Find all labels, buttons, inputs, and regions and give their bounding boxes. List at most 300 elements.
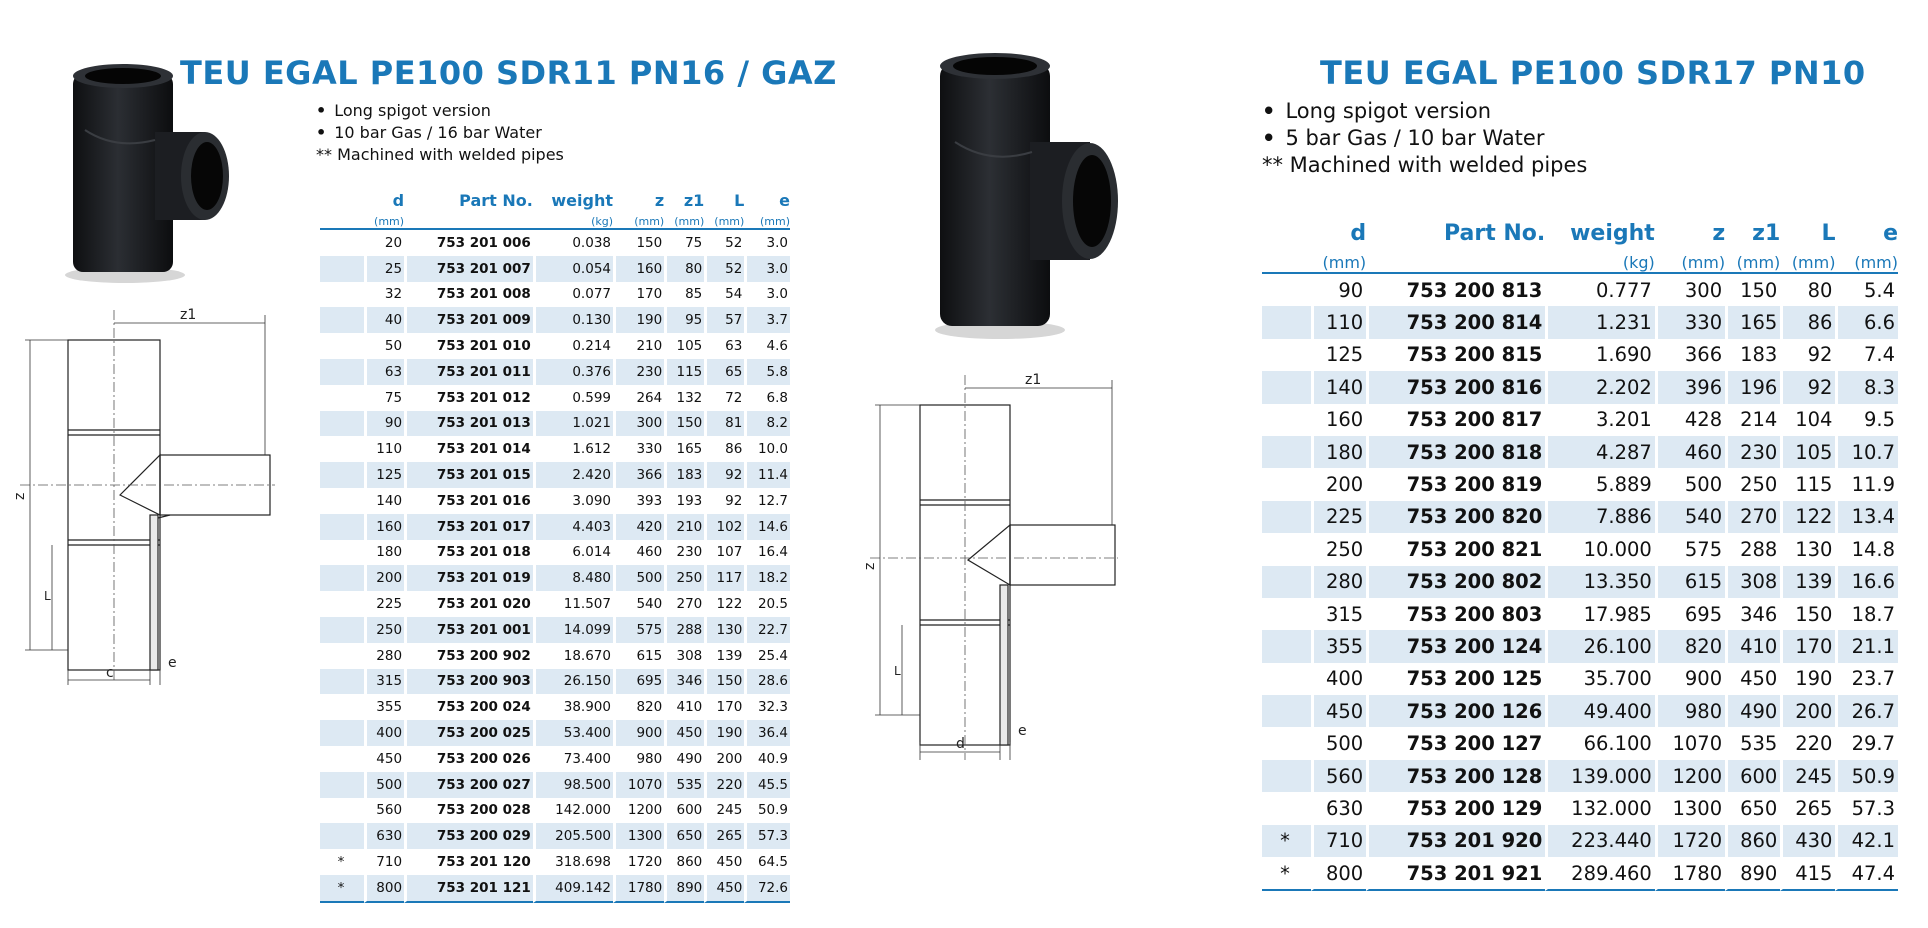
- cell-weight: 35.700: [1545, 663, 1655, 695]
- cell-star: [320, 359, 364, 385]
- table-header-row: [1262, 214, 1898, 246]
- table-row: [320, 282, 790, 308]
- cell-star: [1262, 274, 1311, 306]
- cell-d: 200: [1311, 468, 1366, 500]
- cell-z1: 183: [1725, 339, 1780, 371]
- cell-z: 820: [1655, 630, 1725, 662]
- cell-weight: 73.400: [533, 746, 613, 772]
- cell-part-no: 753 201 013: [404, 411, 533, 437]
- cell-z1: 250: [1725, 468, 1780, 500]
- column-header-z: z: [1712, 221, 1726, 246]
- column-header-e: e: [1883, 221, 1898, 246]
- cell-part-no: 753 201 007: [404, 256, 533, 282]
- dim-label-e: e: [168, 655, 177, 671]
- cell-L: 139: [704, 643, 744, 669]
- table-row: [320, 823, 790, 849]
- cell-d: 250: [1311, 533, 1366, 565]
- table-row: [320, 307, 790, 333]
- column-header-star: [320, 188, 364, 210]
- cell-part-no: 753 200 026: [404, 746, 533, 772]
- cell-weight: 0.214: [533, 333, 613, 359]
- cell-e: 6.6: [1835, 306, 1898, 338]
- cell-d: 140: [364, 488, 404, 514]
- cell-part-no: 753 201 920: [1366, 825, 1545, 857]
- cell-z: 500: [613, 565, 664, 591]
- column-unit-weight: (kg): [1545, 246, 1655, 274]
- tee-fitting-photo-left: [55, 60, 240, 285]
- cell-weight: 132.000: [1545, 792, 1655, 824]
- cell-d: 90: [1311, 274, 1366, 306]
- cell-z: 330: [1655, 306, 1725, 338]
- cell-e: 10.7: [1835, 436, 1898, 468]
- cell-star: [320, 488, 364, 514]
- cell-z1: 308: [664, 643, 704, 669]
- dim-label-d: d: [956, 736, 965, 752]
- cell-star: [320, 514, 364, 540]
- note-item: • Long spigot version: [1262, 98, 1587, 125]
- table-row: [320, 875, 790, 903]
- cell-e: 3.0: [744, 282, 790, 308]
- cell-e: 29.7: [1835, 727, 1898, 759]
- cell-z: 1780: [1655, 857, 1725, 891]
- cell-weight: 17.985: [1545, 598, 1655, 630]
- dim-label-e: e: [1018, 723, 1027, 739]
- column-unit-star: [320, 210, 364, 230]
- cell-star: [1262, 630, 1311, 662]
- cell-weight: 142.000: [533, 798, 613, 824]
- table-row: [1262, 857, 1898, 891]
- cell-z: 300: [613, 411, 664, 437]
- cell-e: 72.6: [744, 875, 790, 903]
- dim-label-L: L: [44, 589, 51, 603]
- cell-e: 47.4: [1835, 857, 1898, 891]
- cell-L: 415: [1780, 857, 1835, 891]
- cell-L: 265: [1780, 792, 1835, 824]
- cell-weight: 8.480: [533, 565, 613, 591]
- table-units-row: [1262, 246, 1898, 274]
- cell-part-no: 753 200 803: [1366, 598, 1545, 630]
- cell-d: 800: [1311, 857, 1366, 891]
- cell-L: 200: [1780, 695, 1835, 727]
- cell-part-no: 753 201 017: [404, 514, 533, 540]
- cell-L: 92: [704, 488, 744, 514]
- table-row: [1262, 598, 1898, 630]
- cell-z: 1070: [613, 772, 664, 798]
- cell-weight: 223.440: [1545, 825, 1655, 857]
- cell-z: 1070: [1655, 727, 1725, 759]
- cell-e: 8.2: [744, 411, 790, 437]
- cell-weight: 1.612: [533, 436, 613, 462]
- cell-z1: 535: [664, 772, 704, 798]
- table-row: [320, 565, 790, 591]
- cell-z1: 150: [664, 411, 704, 437]
- cell-part-no: 753 200 124: [1366, 630, 1545, 662]
- cell-d: 355: [364, 694, 404, 720]
- cell-d: 25: [364, 256, 404, 282]
- column-unit-z: (mm): [613, 210, 664, 230]
- cell-L: 81: [704, 411, 744, 437]
- cell-star: [320, 643, 364, 669]
- cell-z1: 230: [1725, 436, 1780, 468]
- cell-e: 21.1: [1835, 630, 1898, 662]
- table-row: [320, 333, 790, 359]
- cell-weight: 18.670: [533, 643, 613, 669]
- column-unit-d: (mm): [364, 210, 404, 230]
- cell-z: 820: [613, 694, 664, 720]
- cell-star: [320, 617, 364, 643]
- cell-part-no: 753 200 024: [404, 694, 533, 720]
- column-header-weight: weight: [551, 191, 613, 210]
- column-unit-d: (mm): [1311, 246, 1366, 274]
- table-row: [320, 694, 790, 720]
- cell-part-no: 753 201 120: [404, 849, 533, 875]
- cell-e: 36.4: [744, 720, 790, 746]
- cell-L: 450: [704, 849, 744, 875]
- cell-L: 117: [704, 565, 744, 591]
- cell-star: [1262, 695, 1311, 727]
- note-item: • Long spigot version: [316, 100, 564, 122]
- cell-part-no: 753 200 028: [404, 798, 533, 824]
- column-unit-z1: (mm): [1725, 246, 1780, 274]
- cell-z: 1300: [1655, 792, 1725, 824]
- cell-L: 139: [1780, 566, 1835, 598]
- cell-d: 63: [364, 359, 404, 385]
- cell-z1: 85: [664, 282, 704, 308]
- cell-z1: 193: [664, 488, 704, 514]
- cell-d: 400: [364, 720, 404, 746]
- spec-table-left: [320, 188, 790, 903]
- cell-z: 150: [613, 230, 664, 256]
- cell-d: 160: [364, 514, 404, 540]
- cell-e: 16.6: [1835, 566, 1898, 598]
- cell-star: [320, 694, 364, 720]
- cell-part-no: 753 200 025: [404, 720, 533, 746]
- cell-L: 92: [1780, 371, 1835, 403]
- cell-part-no: 753 200 903: [404, 669, 533, 695]
- cell-e: 42.1: [1835, 825, 1898, 857]
- cell-d: 500: [364, 772, 404, 798]
- column-header-d: d: [392, 191, 405, 210]
- cell-L: 220: [704, 772, 744, 798]
- cell-weight: 1.231: [1545, 306, 1655, 338]
- cell-part-no: 753 201 001: [404, 617, 533, 643]
- column-header-weight: weight: [1570, 221, 1655, 246]
- cell-d: 20: [364, 230, 404, 256]
- column-header-L: L: [734, 191, 745, 210]
- cell-weight: 1.021: [533, 411, 613, 437]
- right-product-panel: [862, 0, 1928, 928]
- cell-e: 64.5: [744, 849, 790, 875]
- cell-z: 190: [613, 307, 664, 333]
- cell-z: 300: [1655, 274, 1725, 306]
- table-row: [320, 798, 790, 824]
- cell-weight: 139.000: [1545, 760, 1655, 792]
- cell-L: 63: [704, 333, 744, 359]
- cell-star: [1262, 371, 1311, 403]
- cell-d: 200: [364, 565, 404, 591]
- cell-e: 8.3: [1835, 371, 1898, 403]
- table-row: [1262, 727, 1898, 759]
- cell-d: 125: [1311, 339, 1366, 371]
- cell-z: 1720: [1655, 825, 1725, 857]
- column-header-part-no: Part No.: [459, 191, 533, 210]
- cell-weight: 5.889: [1545, 468, 1655, 500]
- column-unit-part-no: [1366, 246, 1545, 274]
- cell-part-no: 753 200 818: [1366, 436, 1545, 468]
- cell-star: *: [1262, 857, 1311, 891]
- cell-z: 615: [1655, 566, 1725, 598]
- cell-d: 315: [1311, 598, 1366, 630]
- table-row: [1262, 306, 1898, 338]
- product-notes-right: [1262, 98, 1587, 179]
- cell-z1: 490: [1725, 695, 1780, 727]
- cell-star: [1262, 566, 1311, 598]
- table-row: [1262, 436, 1898, 468]
- table-row: [320, 230, 790, 256]
- cell-weight: 38.900: [533, 694, 613, 720]
- table-row: [320, 256, 790, 282]
- cell-z1: 890: [1725, 857, 1780, 891]
- table-row: [320, 772, 790, 798]
- cell-part-no: 753 201 009: [404, 307, 533, 333]
- cell-L: 150: [1780, 598, 1835, 630]
- cell-e: 50.9: [1835, 760, 1898, 792]
- cell-star: [1262, 404, 1311, 436]
- cell-e: 7.4: [1835, 339, 1898, 371]
- cell-star: [320, 823, 364, 849]
- cell-z1: 308: [1725, 566, 1780, 598]
- cell-d: 355: [1311, 630, 1366, 662]
- cell-star: [320, 256, 364, 282]
- cell-d: 75: [364, 385, 404, 411]
- cell-L: 86: [1780, 306, 1835, 338]
- cell-star: [1262, 727, 1311, 759]
- left-product-panel: [0, 0, 960, 928]
- cell-z: 540: [613, 591, 664, 617]
- cell-star: [1262, 533, 1311, 565]
- cell-z1: 270: [664, 591, 704, 617]
- cell-star: [320, 230, 364, 256]
- cell-d: 630: [1311, 792, 1366, 824]
- table-row: [1262, 274, 1898, 306]
- cell-d: 125: [364, 462, 404, 488]
- cell-e: 57.3: [1835, 792, 1898, 824]
- column-header-z1: z1: [683, 191, 705, 210]
- cell-d: 280: [1311, 566, 1366, 598]
- cell-star: [320, 411, 364, 437]
- cell-d: 110: [364, 436, 404, 462]
- cell-L: 54: [704, 282, 744, 308]
- cell-e: 3.0: [744, 256, 790, 282]
- spec-table-right: [1262, 214, 1898, 891]
- note-item: ** Machined with welded pipes: [1262, 153, 1588, 177]
- cell-weight: 2.420: [533, 462, 613, 488]
- column-unit-L: (mm): [1780, 246, 1835, 274]
- cell-d: 400: [1311, 663, 1366, 695]
- cell-L: 52: [704, 230, 744, 256]
- cell-weight: 1.690: [1545, 339, 1655, 371]
- cell-weight: 10.000: [1545, 533, 1655, 565]
- cell-part-no: 753 200 819: [1366, 468, 1545, 500]
- cell-d: 280: [364, 643, 404, 669]
- cell-d: 225: [364, 591, 404, 617]
- tee-fitting-photo-right: [920, 50, 1120, 340]
- cell-L: 80: [1780, 274, 1835, 306]
- table-row: [320, 643, 790, 669]
- cell-part-no: 753 201 019: [404, 565, 533, 591]
- cell-z1: 890: [664, 875, 704, 903]
- cell-part-no: 753 201 010: [404, 333, 533, 359]
- cell-z1: 346: [1725, 598, 1780, 630]
- cell-L: 86: [704, 436, 744, 462]
- table-row: [1262, 533, 1898, 565]
- cell-L: 102: [704, 514, 744, 540]
- cell-d: 560: [364, 798, 404, 824]
- cell-L: 450: [704, 875, 744, 903]
- column-unit-L: (mm): [704, 210, 744, 230]
- cell-star: [1262, 760, 1311, 792]
- cell-e: 11.4: [744, 462, 790, 488]
- column-unit-e: (mm): [744, 210, 790, 230]
- cell-part-no: 753 201 014: [404, 436, 533, 462]
- cell-d: 180: [1311, 436, 1366, 468]
- cell-e: 25.4: [744, 643, 790, 669]
- cell-d: 32: [364, 282, 404, 308]
- column-unit-part-no: [404, 210, 533, 230]
- cell-star: [320, 307, 364, 333]
- cell-part-no: 753 200 814: [1366, 306, 1545, 338]
- cell-part-no: 753 201 016: [404, 488, 533, 514]
- cell-d: 160: [1311, 404, 1366, 436]
- cell-L: 170: [704, 694, 744, 720]
- cell-part-no: 753 200 821: [1366, 533, 1545, 565]
- cell-part-no: 753 201 012: [404, 385, 533, 411]
- cell-z1: 150: [1725, 274, 1780, 306]
- cell-weight: 0.777: [1545, 274, 1655, 306]
- column-unit-star: [1262, 246, 1311, 274]
- cell-z1: 490: [664, 746, 704, 772]
- cell-weight: 0.130: [533, 307, 613, 333]
- cell-z1: 183: [664, 462, 704, 488]
- cell-e: 3.7: [744, 307, 790, 333]
- cell-weight: 26.100: [1545, 630, 1655, 662]
- cell-L: 245: [1780, 760, 1835, 792]
- cell-weight: 289.460: [1545, 857, 1655, 891]
- cell-part-no: 753 200 902: [404, 643, 533, 669]
- cell-weight: 3.090: [533, 488, 613, 514]
- cell-star: [1262, 339, 1311, 371]
- product-notes-left: [316, 100, 564, 166]
- cell-z: 160: [613, 256, 664, 282]
- cell-part-no: 753 201 018: [404, 540, 533, 566]
- cell-z1: 115: [664, 359, 704, 385]
- cell-z: 695: [613, 669, 664, 695]
- cell-weight: 11.507: [533, 591, 613, 617]
- table-row: [1262, 339, 1898, 371]
- cell-star: [320, 540, 364, 566]
- cell-weight: 66.100: [1545, 727, 1655, 759]
- cell-star: [320, 565, 364, 591]
- cell-star: [320, 385, 364, 411]
- cell-d: 315: [364, 669, 404, 695]
- column-header-d: d: [1350, 221, 1367, 246]
- cell-L: 150: [704, 669, 744, 695]
- dim-label-c: c: [106, 665, 114, 681]
- table-row: [1262, 468, 1898, 500]
- cell-L: 245: [704, 798, 744, 824]
- cell-z1: 650: [664, 823, 704, 849]
- cell-z: 695: [1655, 598, 1725, 630]
- cell-e: 3.0: [744, 230, 790, 256]
- cell-star: [320, 282, 364, 308]
- cell-star: [1262, 501, 1311, 533]
- cell-weight: 49.400: [1545, 695, 1655, 727]
- cell-z: 900: [613, 720, 664, 746]
- cell-z: 1200: [613, 798, 664, 824]
- cell-star: *: [320, 875, 364, 903]
- cell-z1: 95: [664, 307, 704, 333]
- cell-weight: 205.500: [533, 823, 613, 849]
- cell-L: 220: [1780, 727, 1835, 759]
- table-row: [1262, 695, 1898, 727]
- cell-z: 428: [1655, 404, 1725, 436]
- note-item: ** Machined with welded pipes: [316, 145, 564, 164]
- cell-part-no: 753 201 006: [404, 230, 533, 256]
- cell-star: *: [337, 854, 345, 871]
- cell-z1: 288: [1725, 533, 1780, 565]
- cell-weight: 4.403: [533, 514, 613, 540]
- cell-e: 18.7: [1835, 598, 1898, 630]
- cell-e: 16.4: [744, 540, 790, 566]
- cell-star: *: [1262, 825, 1311, 857]
- cell-part-no: 753 201 121: [404, 875, 533, 903]
- cell-star: [1262, 663, 1311, 695]
- cell-star: [320, 591, 364, 617]
- cell-z1: 650: [1725, 792, 1780, 824]
- column-unit-z1: (mm): [664, 210, 704, 230]
- cell-L: 105: [1780, 436, 1835, 468]
- cell-part-no: 753 201 015: [404, 462, 533, 488]
- cell-e: 22.7: [744, 617, 790, 643]
- cell-e: 6.8: [744, 385, 790, 411]
- cell-L: 265: [704, 823, 744, 849]
- cell-z1: 346: [664, 669, 704, 695]
- cell-e: 45.5: [744, 772, 790, 798]
- table-units-row: [320, 210, 790, 230]
- cell-L: 92: [1780, 339, 1835, 371]
- cell-star: [1262, 306, 1311, 338]
- cell-z1: 450: [664, 720, 704, 746]
- cell-weight: 26.150: [533, 669, 613, 695]
- cell-z1: 270: [1725, 501, 1780, 533]
- dim-label-z: z: [862, 562, 878, 570]
- table-row: [320, 359, 790, 385]
- cell-z: 366: [613, 462, 664, 488]
- cell-z: 170: [613, 282, 664, 308]
- cell-e: 14.6: [744, 514, 790, 540]
- column-header-star: [1262, 214, 1311, 246]
- cell-d: 250: [364, 617, 404, 643]
- cell-e: 10.0: [744, 436, 790, 462]
- table-row: [1262, 663, 1898, 695]
- cell-d: 630: [364, 823, 404, 849]
- cell-weight: 0.376: [533, 359, 613, 385]
- cell-e: 20.5: [744, 591, 790, 617]
- cell-d: 180: [364, 540, 404, 566]
- cell-z1: 860: [1725, 825, 1780, 857]
- cell-z: 500: [1655, 468, 1725, 500]
- cell-L: 92: [704, 462, 744, 488]
